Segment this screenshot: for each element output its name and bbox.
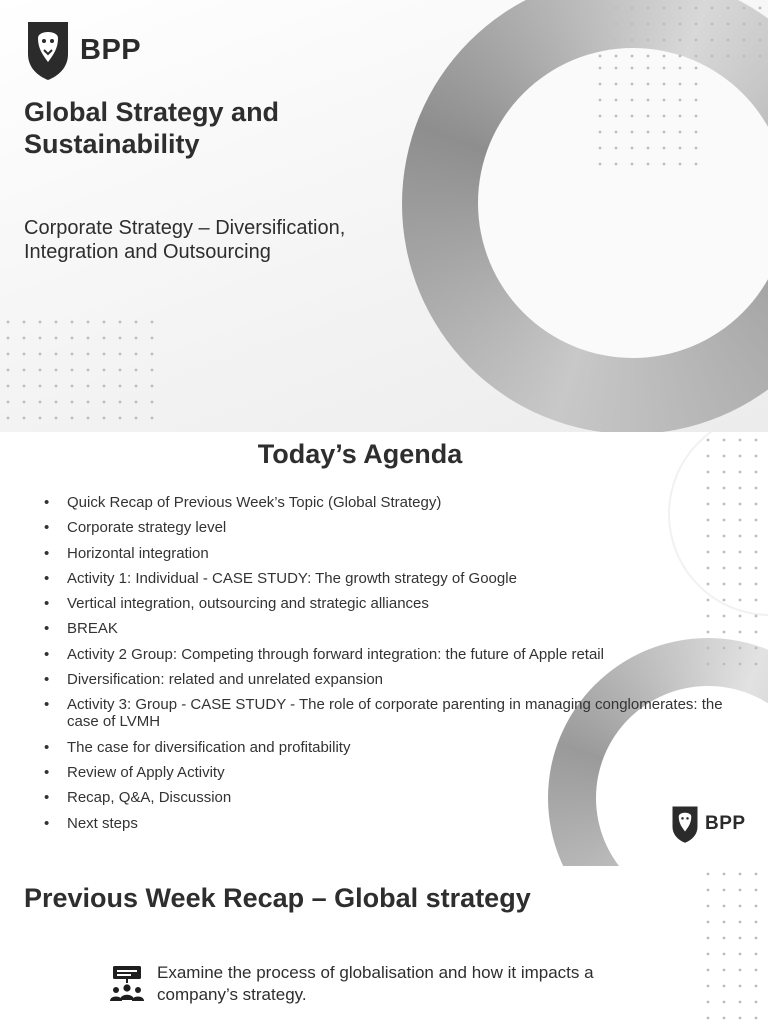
dot-pattern (0, 314, 160, 426)
presentation-subtitle: Corporate Strategy – Diversification, Integration and Outsourcing (24, 217, 346, 263)
lion-shield-icon (670, 804, 700, 844)
logo-text: BPP (80, 33, 142, 66)
recap-slide (0, 866, 768, 1024)
agenda-item: • Vertical integration, outsourcing and strategic alliances (44, 595, 744, 612)
dot-pattern (592, 60, 704, 170)
agenda-item: • Activity 2 Group: Competing through forward integration: the future of Apple retail (44, 646, 744, 663)
agenda-item: • Horizontal integration (44, 545, 744, 562)
recap-point: Examine the process of globalisation and how it impacts a company’s strategy. (157, 963, 594, 1004)
group-presentation-icon (110, 966, 144, 1002)
agenda-item: • Activity 1: Individual - CASE STUDY: The growth strategy of Google (44, 570, 744, 587)
lion-shield-icon (24, 18, 72, 82)
agenda-item: • Next steps (44, 815, 744, 832)
presentation-title: Global Strategy and Sustainability (24, 97, 280, 159)
agenda-item: • The case for diversification and profitability (44, 739, 744, 756)
bpp-logo (24, 18, 141, 82)
agenda-slide (0, 432, 768, 866)
agenda-item: • Quick Recap of Previous Week’s Topic (Global Strategy) (44, 494, 744, 511)
dot-pattern (700, 866, 768, 1024)
agenda-item: • Recap, Q&A, Discussion (44, 789, 744, 806)
logo-text: BPP (705, 813, 746, 834)
agenda-item: • Activity 3: Group - CASE STUDY - The role of corporate parenting in managing conglomerates: the case of LVMH (44, 696, 744, 730)
agenda-title: Today’s Agenda (257, 439, 463, 469)
agenda-list (44, 494, 744, 840)
agenda-item: • BREAK (44, 620, 744, 637)
bpp-logo (670, 804, 746, 844)
agenda-item: • Review of Apply Activity (44, 764, 744, 781)
recap-title: Previous Week Recap – Global strategy (24, 883, 531, 913)
agenda-item: • Diversification: related and unrelated expansion (44, 671, 744, 688)
title-slide (0, 0, 768, 432)
dot-pattern (592, 0, 768, 60)
agenda-item: • Corporate strategy level (44, 519, 744, 536)
